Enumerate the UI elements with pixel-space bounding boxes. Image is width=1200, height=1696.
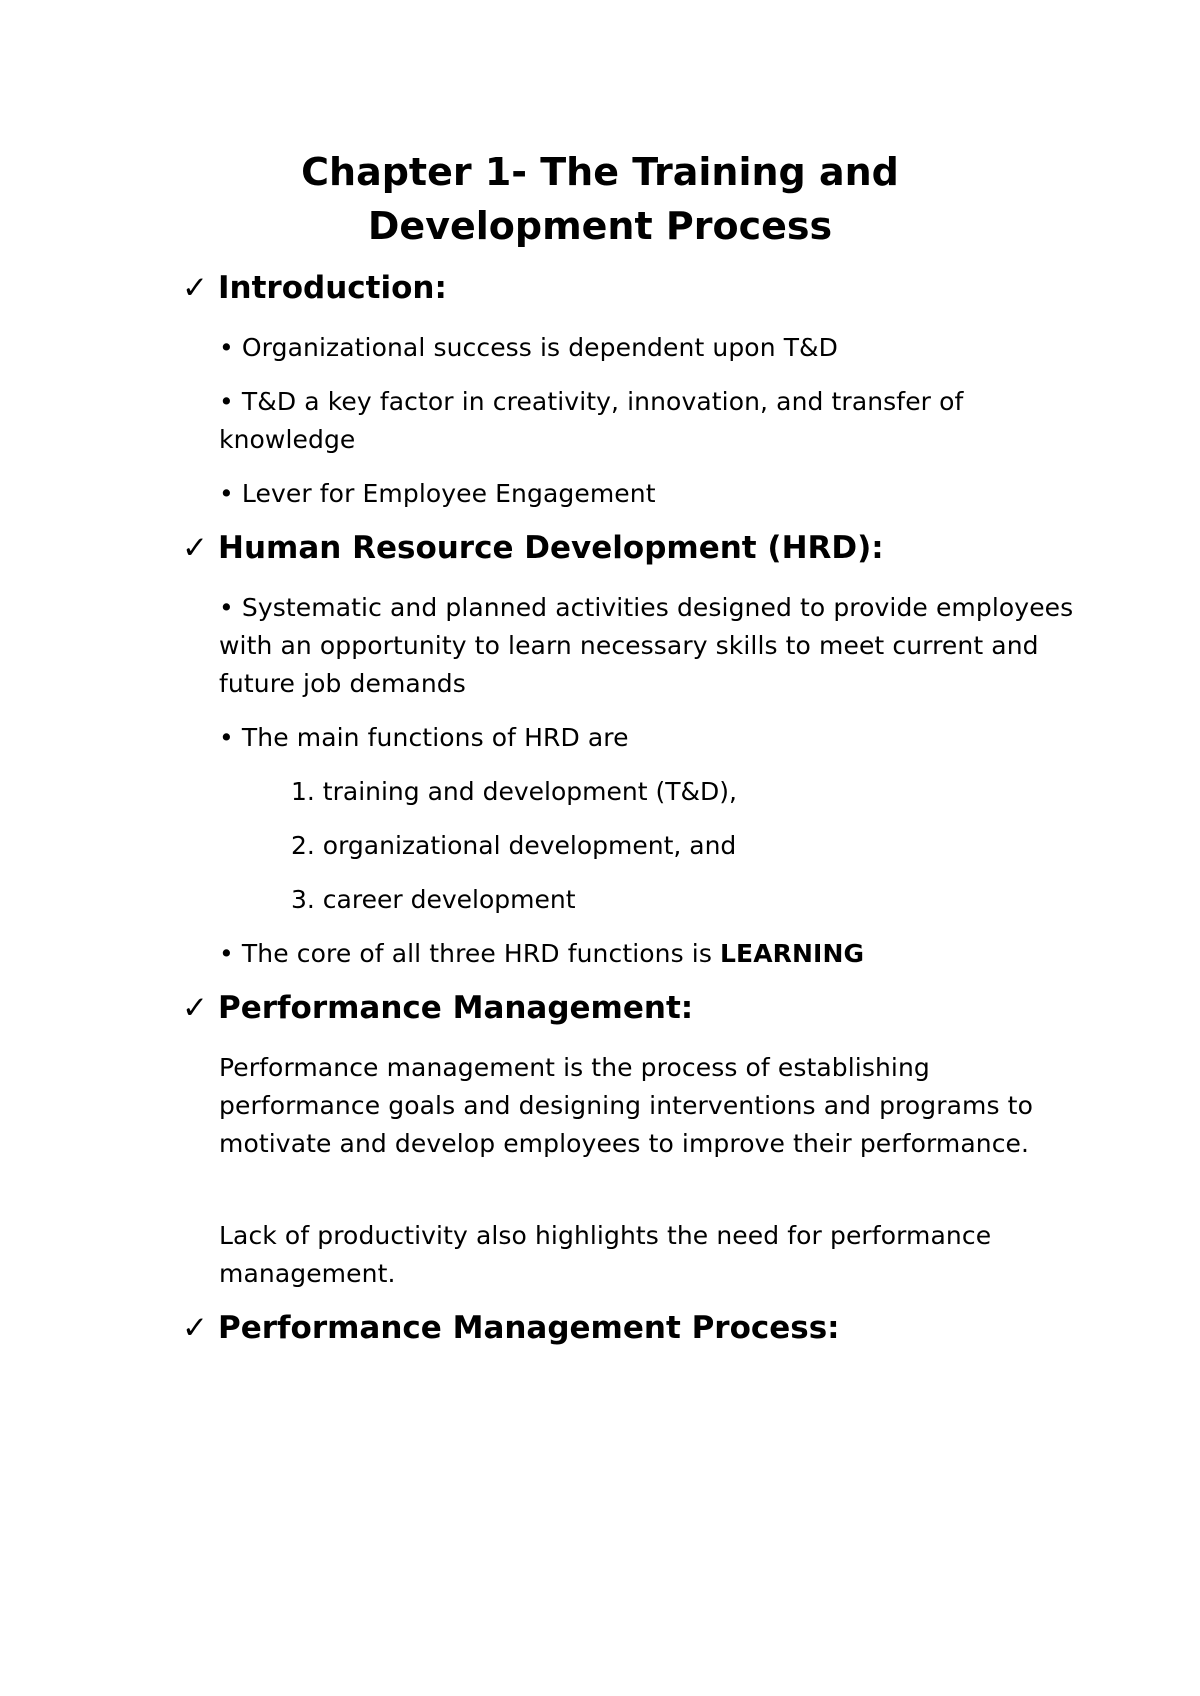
checkmark-icon: ✓	[182, 270, 208, 306]
section-heading-hrd	[182, 528, 884, 568]
section-heading-performance-management	[182, 988, 693, 1028]
heading-text: Performance Management:	[218, 990, 694, 1026]
bullet-text: Systematic and planned activities designed to provide employees with an opportunity to learn necessary skills to meet current and future job demands	[219, 593, 1074, 698]
bullet-icon: •	[219, 723, 234, 752]
title-line-2: Development Process	[367, 204, 833, 248]
bullet-text: T&D a key factor in creativity, innovation, and transfer of knowledge	[219, 387, 964, 454]
bullet-icon: •	[219, 593, 234, 622]
section-heading-introduction	[182, 268, 447, 308]
bullet-item	[219, 589, 1079, 703]
bullet-item	[219, 329, 1079, 367]
checkmark-icon: ✓	[182, 1310, 208, 1346]
title-line-1: Chapter 1- The Training and	[301, 150, 899, 194]
paragraph: Performance management is the process of establishing performance goals and designing interventions and programs to motivate and develop employees to improve their performance.	[219, 1053, 1033, 1158]
paragraph: Lack of productivity also highlights the need for performance management.	[219, 1221, 992, 1288]
bullet-item	[219, 935, 1079, 973]
section-heading-performance-management-process	[182, 1308, 840, 1348]
heading-text: Introduction:	[218, 270, 447, 306]
bullet-icon: •	[219, 387, 234, 416]
bullet-item	[219, 383, 1079, 459]
numbered-item: 1. training and development (T&D),	[291, 777, 737, 806]
heading-text: Human Resource Development (HRD):	[218, 530, 884, 566]
bullet-icon: •	[219, 333, 234, 362]
bullet-icon: •	[219, 479, 234, 508]
numbered-item: 2. organizational development, and	[291, 831, 737, 860]
bullet-text: The main functions of HRD are	[241, 723, 629, 752]
heading-text: Performance Management Process:	[218, 1310, 840, 1346]
bullet-item	[219, 475, 1079, 513]
checkmark-icon: ✓	[182, 990, 208, 1026]
bullet-text: The core of all three HRD functions is	[241, 939, 721, 968]
checkmark-icon: ✓	[182, 530, 208, 566]
bullet-text: Lever for Employee Engagement	[241, 479, 656, 508]
numbered-item: 3. career development	[291, 885, 576, 914]
bullet-icon: •	[219, 939, 234, 968]
bullet-item	[219, 719, 1079, 757]
emphasis-text: LEARNING	[720, 939, 865, 968]
page-title	[0, 145, 1200, 253]
bullet-text: Organizational success is dependent upon T&D	[241, 333, 839, 362]
